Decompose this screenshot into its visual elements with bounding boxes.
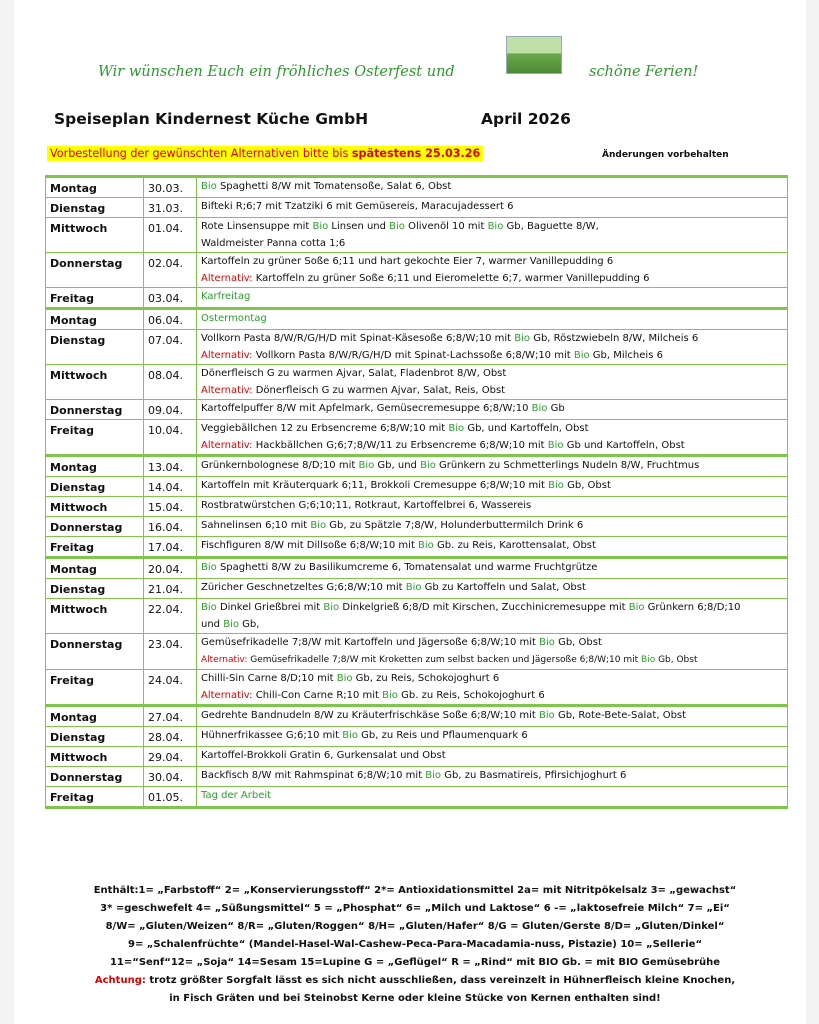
meal-text: Gb, Baguette 8/W, — [503, 221, 599, 232]
weekday-cell: Dienstag — [46, 330, 144, 365]
meal-cell — [197, 365, 788, 400]
meal-text: Gb, und — [374, 460, 421, 471]
meal-text: und — [201, 619, 224, 630]
bio-label: Bio — [310, 520, 327, 531]
bio-label: Bio — [358, 460, 375, 471]
meal-text: Kartoffeln zu grüner Soße 6;11 und Eieromelette 6;7, warmer Vanillepudding 6 — [252, 273, 650, 284]
meal-text: Gb, und Kartoffeln, Obst — [464, 423, 589, 434]
weekday-cell: Montag — [46, 309, 144, 330]
meal-text: Chilli-Sin Carne 8/D;10 mit — [201, 673, 337, 684]
menu-row — [46, 309, 788, 330]
meal-text: Fischfiguren 8/W mit Dillsoße 6;8/W;10 mit — [201, 540, 419, 551]
meal-text: Dinkelgrieß 6;8/D mit Kirschen, Zucchinicremesuppe mit — [339, 602, 629, 613]
bio-label: Bio — [531, 403, 548, 414]
weekday-cell: Dienstag — [46, 198, 144, 218]
meal-cell — [197, 218, 788, 253]
bio-label: Bio — [628, 602, 645, 613]
menu-row — [46, 420, 788, 456]
meal-cell — [197, 558, 788, 579]
meal-cell — [197, 599, 788, 634]
meal-text: Gb, Obst — [655, 655, 698, 665]
menu-row — [46, 330, 788, 365]
bio-label: Bio — [641, 655, 656, 665]
meal-text: Vollkorn Pasta 8/W/R/G/H/D mit Spinat-Käsesoße 6;8/W;10 mit — [201, 333, 515, 344]
meal-text: Grünkern 6;8/D;10 — [644, 602, 741, 613]
weekday-cell: Freitag — [46, 288, 144, 309]
meal-text: Waldmeister Panna cotta 1;6 — [201, 238, 346, 249]
date-cell: 28.04. — [144, 727, 197, 747]
bio-label: Bio — [405, 582, 422, 593]
warning-line — [46, 972, 784, 990]
meal-text: Chili-Con Carne R;10 mit — [252, 690, 383, 701]
meal-cell — [197, 787, 788, 808]
alternative-label: Alternativ: — [201, 350, 253, 361]
legend-line: 9= „Schalenfrüchte“ (Mandel-Hasel-Wal-Cashew-Peca-Para-Macadamia-nuss, Pistazie) 10= „Sellerie“ — [127, 939, 703, 950]
meal-cell — [197, 727, 788, 747]
meal-cell — [197, 456, 788, 477]
legend-line: Enthält:1= „Farbstoff“ 2= „Konservierungsstoff“ 2*= Antioxidationsmittel 2a= mit Nitritpökelsalz 3= „gewachst“ — [93, 885, 737, 896]
meal-text: Dinkel Grießbrei mit — [216, 602, 324, 613]
date-cell: 08.04. — [144, 365, 197, 400]
weekday-cell: Freitag — [46, 420, 144, 456]
date-cell: 27.04. — [144, 706, 197, 727]
meal-cell — [197, 747, 788, 767]
meal-text: Gemüsefrikadelle 7;8/W mit Kartoffeln und Jägersoße 6;8/W;10 mit — [201, 637, 540, 648]
weekday-cell: Donnerstag — [46, 400, 144, 420]
menu-row — [46, 177, 788, 198]
meal-cell — [197, 497, 788, 517]
meal-text: Gb, zu Reis und Pflaumenquark 6 — [358, 730, 528, 741]
meal-text: Linsen und — [328, 221, 390, 232]
alternative-label: Alternativ: — [201, 690, 253, 701]
date-cell: 21.04. — [144, 579, 197, 599]
date-cell: 03.04. — [144, 288, 197, 309]
weekday-cell: Freitag — [46, 537, 144, 558]
date-cell: 20.04. — [144, 558, 197, 579]
menu-row — [46, 767, 788, 787]
preorder-notice — [47, 146, 483, 161]
bio-label: Bio — [425, 770, 442, 781]
bio-label: Bio — [548, 480, 564, 491]
allergen-legend — [46, 882, 784, 1008]
date-cell: 15.04. — [144, 497, 197, 517]
holiday-label: Ostermontag — [201, 313, 267, 324]
weekday-cell: Mittwoch — [46, 747, 144, 767]
alternative-label: Alternativ: — [201, 440, 253, 451]
meal-text: Kartoffeln mit Kräuterquark 6;11, Brokkoli Cremesuppe 6;8/W;10 mit — [201, 480, 549, 491]
meal-cell — [197, 634, 788, 670]
bio-label: Bio — [336, 673, 353, 684]
meal-text: Gb zu Kartoffeln und Salat, Obst — [421, 582, 586, 593]
date-cell: 22.04. — [144, 599, 197, 634]
meal-text: Gemüsefrikadelle 7;8/W mit Kroketten zum selbst backen und Jägersoße 6;8/W;10 mit — [247, 655, 642, 665]
meal-cell — [197, 517, 788, 537]
meal-text: Backfisch 8/W mit Rahmspinat 6;8/W;10 mit — [201, 770, 426, 781]
bio-label: Bio — [487, 221, 504, 232]
date-cell: 29.04. — [144, 747, 197, 767]
date-cell: 30.03. — [144, 177, 197, 198]
meal-text: Gb, zu Spätzle 7;8/W, Holunderbuttermilch Drink 6 — [326, 520, 584, 531]
date-cell: 01.05. — [144, 787, 197, 808]
meal-cell — [197, 670, 788, 706]
alternative-label: Alternativ: — [201, 273, 253, 284]
weekday-cell: Donnerstag — [46, 767, 144, 787]
meal-cell — [197, 309, 788, 330]
meal-text: Bifteki R;6;7 mit Tzatziki 6 mit Gemüsereis, Maracujadessert 6 — [201, 201, 514, 212]
weekday-cell: Freitag — [46, 670, 144, 706]
meal-text: Gb. zu Reis, Karottensalat, Obst — [433, 540, 596, 551]
meal-text: Kartoffel-Brokkoli Gratin 6, Gurkensalat und Obst — [201, 750, 446, 761]
meal-text: Grünkern zu Schmetterlings Nudeln 8/W, Fruchtmus — [435, 460, 700, 471]
menu-row — [46, 198, 788, 218]
meal-text: Gb, Röstzwiebeln 8/W, Milcheis 6 — [530, 333, 699, 344]
date-cell: 16.04. — [144, 517, 197, 537]
holiday-label: Karfreitag — [201, 291, 251, 302]
weekday-cell: Montag — [46, 456, 144, 477]
bio-label: Bio — [420, 460, 436, 471]
meal-text: Veggiebällchen 12 zu Erbsencreme 6;8/W;10 mit — [201, 423, 449, 434]
menu-row — [46, 787, 788, 808]
meal-text: Gb, Obst — [563, 480, 611, 491]
date-cell: 30.04. — [144, 767, 197, 787]
page-title: Speiseplan Kindernest Küche GmbH — [54, 110, 369, 128]
meal-text: Hühnerfrikassee G;6;10 mit — [201, 730, 343, 741]
menu-row — [46, 218, 788, 253]
meal-cell — [197, 706, 788, 727]
weekday-cell: Mittwoch — [46, 497, 144, 517]
meal-text: Gb, — [238, 619, 260, 630]
weekday-cell: Montag — [46, 177, 144, 198]
bio-label: Bio — [201, 562, 217, 573]
menu-row — [46, 456, 788, 477]
bio-label: Bio — [448, 423, 465, 434]
menu-row — [46, 400, 788, 420]
meal-text: Kartoffeln zu grüner Soße 6;11 und hart gekochte Eier 7, warmer Vanillepudding 6 — [201, 256, 614, 267]
alternative-label: Alternativ: — [201, 655, 248, 665]
meal-cell — [197, 420, 788, 456]
menu-page — [14, 0, 806, 1024]
meal-text: Grünkernbolognese 8/D;10 mit — [201, 460, 359, 471]
menu-row — [46, 747, 788, 767]
preorder-deadline: spätestens 25.03.26 — [351, 147, 481, 160]
date-cell: 07.04. — [144, 330, 197, 365]
meal-cell — [197, 767, 788, 787]
meal-cell — [197, 477, 788, 497]
weekday-cell: Freitag — [46, 787, 144, 808]
meal-text: Hackbällchen G;6;7;8/W/11 zu Erbsencreme 6;8/W;10 mit — [252, 440, 548, 451]
warning-text: trotz größter Sorgfalt lässt es sich nicht ausschließen, dass vereinzelt in Hühnerfleisch kleine Knochen, — [145, 975, 736, 986]
date-cell: 31.03. — [144, 198, 197, 218]
meal-text: Züricher Geschnetzeltes G;6;8/W;10 mit — [201, 582, 406, 593]
date-cell: 13.04. — [144, 456, 197, 477]
holiday-label: Tag der Arbeit — [201, 790, 272, 801]
menu-table — [45, 175, 788, 809]
meal-text: Olivenöl 10 mit — [404, 221, 488, 232]
bio-label: Bio — [573, 350, 590, 361]
meal-cell — [197, 579, 788, 599]
bio-label: Bio — [539, 710, 555, 721]
meal-text: Spaghetti 8/W zu Basilikumcreme 6, Tomatensalat und warme Fruchtgrütze — [216, 562, 598, 573]
legend-line: 8/W= „Gluten/Weizen“ 8/R= „Gluten/Roggen“ 8/H= „Gluten/Hafer“ 8/G = Gluten/Gerste 8/D= „Gluten/Dinkel“ — [105, 921, 725, 932]
bio-label: Bio — [539, 637, 555, 648]
legend-line: in Fisch Gräten und bei Steinobst Kerne oder kleine Stücke von Kernen enthalten sind! — [169, 993, 661, 1004]
weekday-cell: Dienstag — [46, 477, 144, 497]
meal-cell — [197, 198, 788, 218]
meal-text: Vollkorn Pasta 8/W/R/G/H/D mit Spinat-Lachssoße 6;8/W;10 mit — [252, 350, 574, 361]
bio-label: Bio — [382, 690, 398, 701]
bio-label: Bio — [201, 602, 217, 613]
menu-row — [46, 288, 788, 309]
date-cell: 10.04. — [144, 420, 197, 456]
meal-text: Gb, Obst — [554, 637, 602, 648]
changes-note: Änderungen vorbehalten — [602, 150, 729, 160]
greeting-left: Wir wünschen Euch ein fröhliches Osterfest und — [98, 64, 455, 80]
bio-label: Bio — [342, 730, 358, 741]
menu-row — [46, 253, 788, 288]
bio-label: Bio — [418, 540, 434, 551]
meal-text: Gb, zu Reis, Schokojoghurt 6 — [352, 673, 500, 684]
meal-text: Gb und Kartoffeln, Obst — [563, 440, 685, 451]
bio-label: Bio — [223, 619, 239, 630]
date-cell: 01.04. — [144, 218, 197, 253]
menu-row — [46, 517, 788, 537]
meal-text: Kartoffelpuffer 8/W mit Apfelmark, Gemüsecremesuppe 6;8/W;10 — [201, 403, 532, 414]
menu-row — [46, 477, 788, 497]
menu-row — [46, 497, 788, 517]
meal-text: Gb — [547, 403, 565, 414]
meal-text: Gedrehte Bandnudeln 8/W zu Kräuterfrischkäse Soße 6;8/W;10 mit — [201, 710, 539, 721]
month-label: April 2026 — [481, 110, 571, 128]
weekday-cell: Mittwoch — [46, 218, 144, 253]
date-cell: 06.04. — [144, 309, 197, 330]
date-cell: 02.04. — [144, 253, 197, 288]
bio-label: Bio — [323, 602, 340, 613]
date-cell: 14.04. — [144, 477, 197, 497]
menu-row — [46, 634, 788, 670]
meal-cell — [197, 288, 788, 309]
weekday-cell: Donnerstag — [46, 253, 144, 288]
weekday-cell: Donnerstag — [46, 634, 144, 670]
meal-cell — [197, 253, 788, 288]
easter-bunny-image — [506, 36, 562, 74]
date-cell: 17.04. — [144, 537, 197, 558]
meal-text: Gb. zu Reis, Schokojoghurt 6 — [397, 690, 545, 701]
bio-label: Bio — [201, 181, 217, 192]
meal-text: Rostbratwürstchen G;6;10;11, Rotkraut, Kartoffelbrei 6, Wassereis — [201, 500, 532, 511]
meal-text: Sahnelinsen 6;10 mit — [201, 520, 311, 531]
meal-text: Spaghetti 8/W mit Tomatensoße, Salat 6, Obst — [216, 181, 452, 192]
weekday-cell: Dienstag — [46, 727, 144, 747]
meal-text: Gb, Milcheis 6 — [589, 350, 663, 361]
menu-row — [46, 537, 788, 558]
meal-text: Dönerfleisch G zu warmen Ajvar, Salat, Reis, Obst — [252, 385, 506, 396]
bio-label: Bio — [514, 333, 531, 344]
meal-text: Rote Linsensuppe mit — [201, 221, 313, 232]
meal-cell — [197, 537, 788, 558]
weekday-cell: Donnerstag — [46, 517, 144, 537]
greeting-right: schöne Ferien! — [589, 64, 699, 80]
date-cell: 23.04. — [144, 634, 197, 670]
meal-cell — [197, 177, 788, 198]
weekday-cell: Montag — [46, 558, 144, 579]
menu-row — [46, 670, 788, 706]
meal-cell — [197, 400, 788, 420]
bio-label: Bio — [312, 221, 329, 232]
weekday-cell: Montag — [46, 706, 144, 727]
legend-line: 3* =geschwefelt 4= „Süßungsmittel“ 5 = „Phosphat“ 6= „Milch und Laktose“ 6 -= „laktosefreie Milch“ 7= „Ei“ — [100, 903, 730, 914]
legend-line: 11=“Senf“12= „Soja“ 14=Sesam 15=Lupine G = „Geflügel“ R = „Rind“ mit BIO Gb. = mit BIO Gemüsebrühe — [109, 957, 721, 968]
weekday-cell: Dienstag — [46, 579, 144, 599]
menu-row — [46, 727, 788, 747]
bio-label: Bio — [547, 440, 564, 451]
meal-text: Gb, zu Basmatireis, Pfirsichjoghurt 6 — [441, 770, 627, 781]
menu-row — [46, 579, 788, 599]
menu-row — [46, 558, 788, 579]
meal-text: Dönerfleisch G zu warmen Ajvar, Salat, Fladenbrot 8/W, Obst — [201, 368, 507, 379]
alternative-label: Alternativ: — [201, 385, 253, 396]
meal-text: Gb, Rote-Bete-Salat, Obst — [554, 710, 687, 721]
preorder-text: Vorbestellung der gewünschten Alternativen bitte bis — [50, 147, 352, 160]
weekday-cell: Mittwoch — [46, 365, 144, 400]
menu-row — [46, 706, 788, 727]
weekday-cell: Mittwoch — [46, 599, 144, 634]
date-cell: 09.04. — [144, 400, 197, 420]
menu-row — [46, 365, 788, 400]
warning-label: Achtung: — [94, 975, 146, 986]
bio-label: Bio — [389, 221, 405, 232]
date-cell: 24.04. — [144, 670, 197, 706]
meal-cell — [197, 330, 788, 365]
menu-row — [46, 599, 788, 634]
